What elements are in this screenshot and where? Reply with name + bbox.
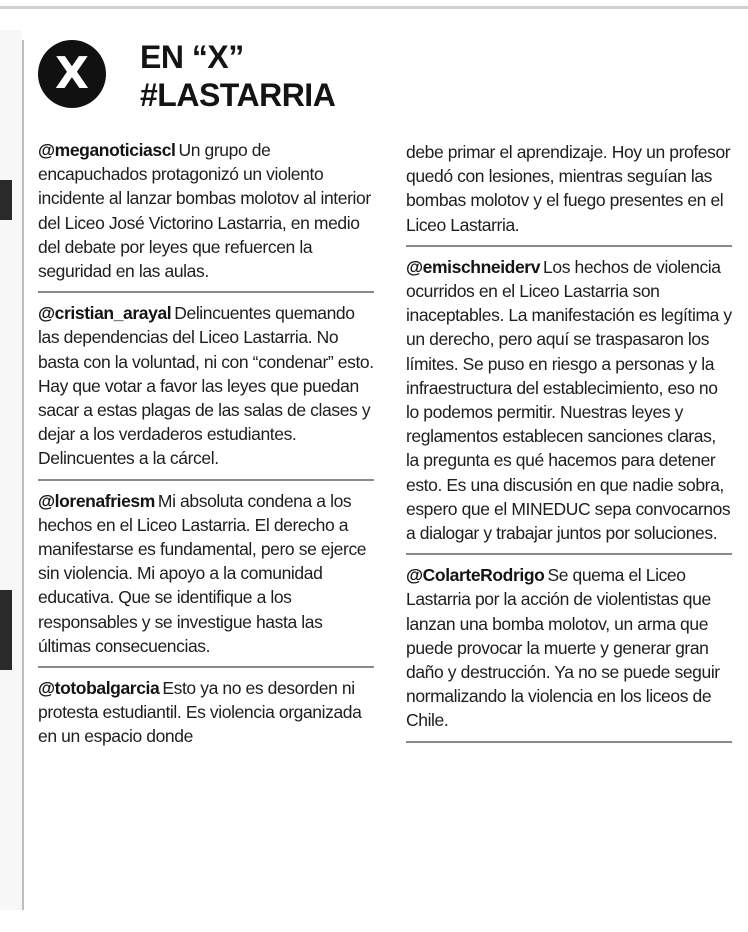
adjacent-page-strip <box>0 30 22 910</box>
post <box>38 135 374 291</box>
post-text: debe primar el aprendizaje. Hoy un profesor quedó con lesiones, mientras seguían las bombas molotov y el fuego presentes en el Liceo Lastarria. <box>406 142 731 235</box>
post-text: Delincuentes quemando las dependencias del Liceo Lastarria. No basta con la voluntad, ni con “condenar” esto. Hay que votar a favor las leyes que puedan sacar a estas plagas de las salas de clases y dejar a los verdaderos estudiantes. Delincuentes a la cárcel. <box>38 303 374 469</box>
post-handle: @lorenafriesm <box>38 490 155 511</box>
post-continuation <box>406 137 732 245</box>
top-rule <box>0 6 748 9</box>
section-title <box>140 38 335 114</box>
post-handle: @ColarteRodrigo <box>406 565 545 586</box>
post <box>38 479 374 666</box>
post-handle: @totobalgarcia <box>38 678 160 699</box>
title-line-1: EN “X” <box>140 39 244 75</box>
post-text: Esto ya no es desorden ni protesta estudiantil. Es violencia organizada en un espacio donde <box>38 678 362 747</box>
post <box>406 245 732 553</box>
post-handle: @meganoticiascl <box>38 140 176 160</box>
post-text: Los hechos de violencia ocurridos en el Liceo Lastarria son inaceptables. La manifestación es legítima y un derecho, pero aquí se traspasaron los límites. Se puso en riesgo a personas y la infraestructura del establecimiento, eso no lo podemos permitir. Nuestras leyes y reglamentos establecen sanciones claras, la pregunta es qué hacemos para detener esto. Es una discusión en que nadie sobra, espero que el MINEDUC sepa convocarnos a dialogar y trabajar juntos por soluciones. <box>406 256 732 544</box>
post <box>38 666 374 757</box>
post <box>406 553 732 742</box>
right-column <box>406 137 732 743</box>
left-column <box>38 135 374 757</box>
post-handle: @cristian_arayal <box>38 303 172 324</box>
strip-mark <box>0 590 12 670</box>
x-logo-icon: X <box>38 40 106 108</box>
strip-mark <box>0 180 12 220</box>
post-text: Se quema el Liceo Lastarria por la acción de violentistas que lanzan una bomba molotov, un arma que puede provocar la muerte y generar gran daño y destrucción. Ya no se puede seguir normalizando la violencia en los liceos de Chile. <box>406 565 720 731</box>
title-line-2: #LASTARRIA <box>140 77 336 113</box>
post <box>38 291 374 478</box>
column-divider <box>22 40 24 910</box>
post-text: Mi absoluta condena a los hechos en el Liceo Lastarria. El derecho a manifestarse es fundamental, pero se ejerce sin violencia. Mi apoyo a la comunidad educativa. Que se identifique a los responsables y se investigue hasta las últimas consecuencias. <box>38 490 367 656</box>
post-text: Un grupo de encapuchados protagonizó un violento incidente al lanzar bombas molotov al interior del Liceo José Victorino Lastarria, en medio del debate por leyes que refuercen la seguridad en las aulas. <box>38 140 371 282</box>
post-handle: @emischneiderv <box>406 256 541 277</box>
